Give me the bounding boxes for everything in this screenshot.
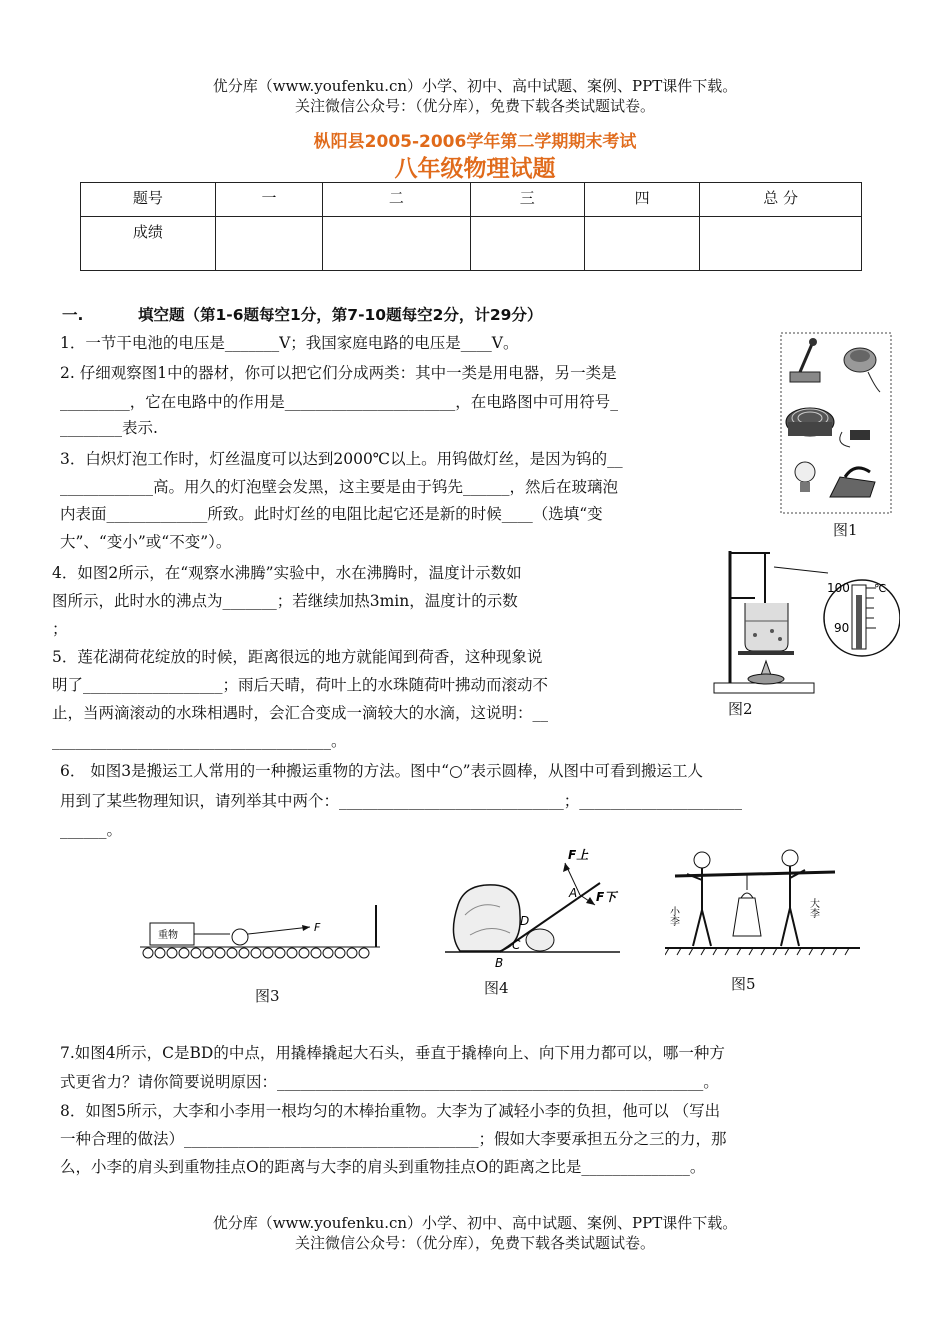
score-cell[interactable] <box>323 217 470 271</box>
table-header-cell: 总 分 <box>700 183 862 217</box>
table-header-cell: 题号 <box>81 183 216 217</box>
plug-icon <box>840 430 870 447</box>
person-small-label: 小李 <box>667 906 679 926</box>
table-header-cell: 三 <box>470 183 584 217</box>
question-7-line-2: 式更省力？请你简要说明原因：_______________________________________________________。 <box>60 1073 719 1091</box>
figure-1-equipment <box>780 332 892 514</box>
light-bulb-icon <box>795 462 815 492</box>
coil-icon <box>786 408 834 436</box>
point-C-label: C <box>512 938 521 952</box>
force-label: F <box>314 921 321 934</box>
weight-bag-icon <box>733 898 761 936</box>
question-4-line-3: ； <box>52 620 68 638</box>
score-cell[interactable] <box>215 217 323 271</box>
figure-2-caption: 图2 <box>728 700 753 718</box>
point-A-label: A <box>569 886 578 900</box>
knife-switch-icon <box>790 338 820 382</box>
question-3-line-3: 内表面_____________所致。此时灯丝的电阻比起它还是新的时候____（选填“变 <box>60 505 603 523</box>
question-3-line-1: 3．白炽灯泡工作时，灯丝温度可以达到2000℃以上。用钨做灯丝，是因为钨的__ <box>60 450 623 468</box>
question-2-line-3: ________表示. <box>60 419 158 437</box>
question-5-line-1: 5．莲花湖荷花绽放的时候，距离很远的地方就能闻到荷香，这种现象说 <box>52 648 543 666</box>
table-header-cell: 一 <box>215 183 323 217</box>
question-6-line-1: 6． 如图3是搬运工人常用的一种搬运重物的方法。图中“○”表示圆棒，从图中可看到搬运工人 <box>60 762 704 780</box>
point-B-label: B <box>495 956 504 970</box>
thermometer-label-90: 90 <box>834 621 850 635</box>
question-6-line-2: 用到了某些物理知识，请列举其中两个：_____________________________；_____________________ <box>60 792 743 810</box>
question-7-line-1: 7.如图4所示，C是BD的中点，用撬棒撬起大石头，垂直于撬棒向上、向下用力都可以，哪一种方 <box>60 1044 725 1062</box>
force-up-label: F上 <box>568 848 589 862</box>
question-3-line-4: 大”、“变小”或“不变”）。 <box>60 533 232 551</box>
question-5-line-3: 止，当两滴滚动的水珠相遇时，会汇合变成一滴较大的水滴，这说明：__ <box>52 704 549 722</box>
header-line-2: 关注微信公众号：（优分库），免费下载各类试题试卷。 <box>294 97 655 115</box>
buzzer-icon <box>844 348 880 392</box>
table-row-label: 成绩 <box>81 217 216 271</box>
big-li-head-icon <box>782 850 798 866</box>
question-5-line-2: 明了__________________；雨后天晴，荷叶上的水珠随荷叶拂动而滚动不 <box>52 676 549 694</box>
person-big-label: 大李 <box>807 898 819 918</box>
figure-5-carrying <box>665 848 865 960</box>
question-3-line-2: ____________高。用久的灯泡壁会发黑，这主要是由于钨先______，然后在玻璃泡 <box>60 478 619 496</box>
thermometer-label-100: 100 <box>827 581 850 595</box>
footer-line-1: 优分库（www.youfenku.cn）小学、初中、高中试题、案例、PPT课件下载。 <box>212 1214 738 1232</box>
question-8-line-1: 8．如图5所示，大李和小李用一根均匀的木棒抬重物。大李为了减轻小李的负担，他可以 （写出 <box>60 1102 721 1120</box>
question-4-line-2: 图所示，此时水的沸点为_______；若继续加热3min，温度计的示数 <box>52 592 518 610</box>
small-li-head-icon <box>694 852 710 868</box>
table-header-cell: 四 <box>584 183 699 217</box>
figure-4-caption: 图4 <box>484 979 509 997</box>
footer-line-2: 关注微信公众号：（优分库），免费下载各类试题试卷。 <box>294 1234 655 1252</box>
section-title: 填空题（第1-6题每空1分，第7-10题每空2分，计29分） <box>138 306 543 324</box>
question-5-line-4: ____________________________________。 <box>52 732 347 750</box>
question-8-line-3: 么，小李的肩头到重物挂点O的距离与大李的肩头到重物挂点O的距离之比是______________。 <box>60 1158 706 1176</box>
force-down-label: F下 <box>596 890 617 904</box>
question-4-line-1: 4．如图2所示，在“观察水沸腾”实验中，水在沸腾时，温度计示数如 <box>52 564 522 582</box>
thermometer-unit: ℃ <box>874 582 887 595</box>
question-1: 1．一节干电池的电压是_______V；我国家庭电路的电压是____V。 <box>60 334 519 352</box>
score-cell[interactable] <box>700 217 862 271</box>
score-cell[interactable] <box>584 217 699 271</box>
question-6-line-3: ______。 <box>60 821 123 839</box>
figure-2-boiling-setup <box>710 543 900 698</box>
table-header-cell: 二 <box>323 183 470 217</box>
figure-3-caption: 图3 <box>255 987 280 1005</box>
exam-title: 枞阳县2005-2006学年第二学期期末考试 <box>313 132 637 152</box>
section-number: 一. <box>62 306 84 324</box>
score-cell[interactable] <box>470 217 584 271</box>
point-D-label: D <box>520 914 530 928</box>
figure-3-rollers <box>140 895 390 965</box>
figure-5-caption: 图5 <box>731 975 756 993</box>
score-table <box>80 182 862 271</box>
question-8-line-2: 一种合理的做法）______________________________________；假如大李要承担五分之三的力，那 <box>60 1130 727 1148</box>
question-2-line-1: 2. 仔细观察图1中的器材，你可以把它们分成两类：其中一类是用电器，另一类是 <box>60 364 617 382</box>
figure-4-lever <box>440 845 640 970</box>
question-2-line-2: _________，它在电路中的作用是______________________，在电路图中可用符号_ <box>60 393 619 411</box>
iron-icon <box>830 468 875 497</box>
box-label: 重物 <box>158 930 178 941</box>
header-line-1: 优分库（www.youfenku.cn）小学、初中、高中试题、案例、PPT课件下载。 <box>212 77 738 95</box>
exam-subtitle: 八年级物理试题 <box>394 156 556 182</box>
figure-1-caption: 图1 <box>833 521 858 539</box>
